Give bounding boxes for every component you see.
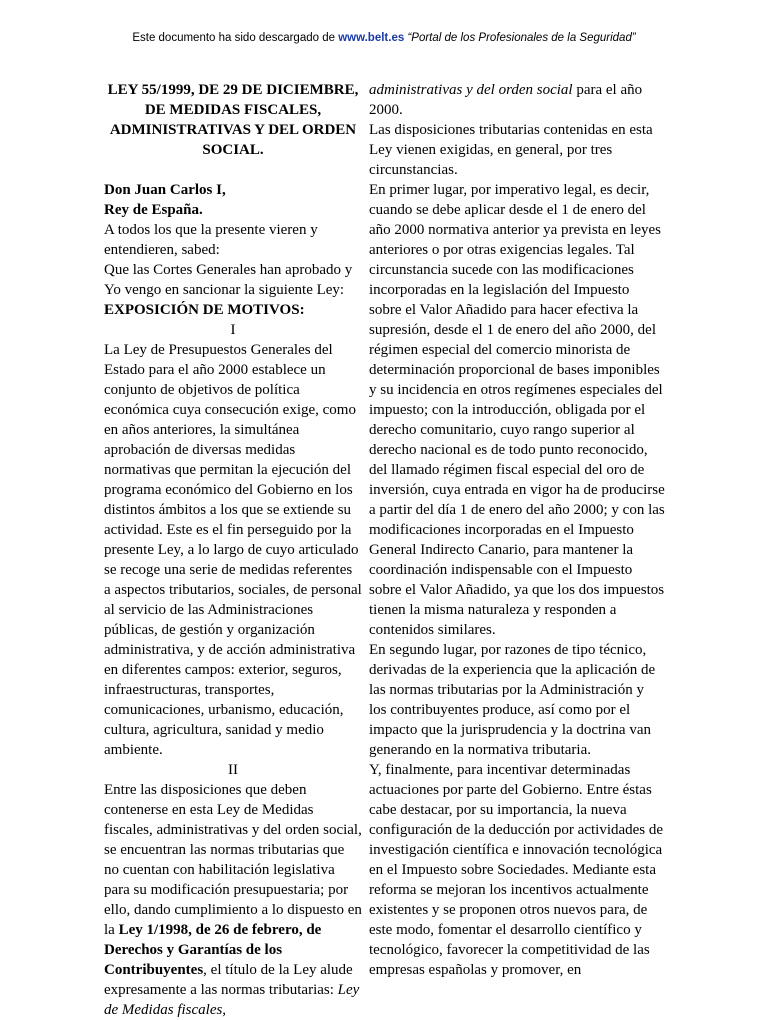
law-name-italic: Ley de Medidas fiscales, [104,982,360,1018]
section-number: II [228,762,238,778]
body-paragraph: En primer lugar, por imperativo legal, es decir, cuando se debe aplicar desde el 1 de enero del año 2000 normativa anterior ya prevista en leyes anteriores o por otras exigencias legales. Tal circunstancia sucede con las modificaciones incorporadas en la legislación del Impuesto sobre el Valor Añadido para hacer efectiva la supresión, desde el 1 de enero del año 2000, del régimen especial del comercio minorista de determinación proporcional de bases imponibles y su incidencia en otros regímenes especiales del impuesto; con la introducción, obligada por el derecho comunitario, cuyo rango superior al derecho nacional es de todo punto reconocido, del llamado régimen fiscal especial del oro de inversión, cuya entrada en vigor ha de producirse a partir del día 1 de enero del año 2000; y con las modificaciones incorporadas en el Impuesto General Indirecto Canario, para mantener la coordinación indispensable con el Impuesto sobre el Valor Añadido, ya que los dos impuestos tienen la misma naturaleza y responden a contenidos similares. [369,182,665,638]
body-paragraph: En segundo lugar, por razones de tipo técnico, derivadas de la experiencia que la aplicación de las normas tributarias por la Administración y los contribuyentes produce, así como por el impacto que la jurisprudencia y la doctrina van generando en la normativa tributaria. [369,642,656,758]
preamble-paragraph: A todos los que la presente vieren y entendieren, sabed: [104,222,318,258]
header-slogan: “Portal de los Profesionales de la Seguridad” [407,32,636,44]
law-name-italic: administrativas y del orden social [369,82,573,98]
king-title: Rey de España. [104,202,203,218]
text-run: Entre las disposiciones que deben contenerse en esta Ley de Medidas fiscales, administrativas y del orden social, se encuentran las normas tributarias que no cuentan con habilitación legislativa para su modificación presupuestaria; por ello, dando cumplimiento a lo dispuesto en la [104,782,362,938]
body-paragraph: La Ley de Presupuestos Generales del Estado para el año 2000 establece un conjunto de objetivos de política económica cuya consecución exige, como en años anteriores, la simultánea aprobación de diversas medidas normativas que permitan la ejecución del programa económico del Gobierno en los distintos ámbitos a los que se extiende su actividad. Este es el fin perseguido por la presente Ley, a lo largo de cuyo articulado se recoge una serie de medidas referentes a aspectos tributarios, sociales, de personal al servicio de las Administraciones públicas, de gestión y organización administrativa, y de acción administrativa en diferentes campos: exterior, seguros, infraestructuras, transportes, comunicaciones, urbanismo, educación, cultura, agricultura, sanidad y medio ambiente. [104,342,362,758]
right-column [369,80,665,980]
law-reference: Ley 1/1998, de 26 de febrero, de Derechos y Garantías de los Contribuyentes [104,922,322,978]
page-header [0,32,768,44]
body-paragraph [369,80,665,120]
king-name: Don Juan Carlos I, [104,182,226,198]
header-prefix: Este documento ha sido descargado de [132,32,339,44]
law-title: LEY 55/1999, DE 29 DE DICIEMBRE, DE MEDIDAS FISCALES, ADMINISTRATIVAS Y DEL ORDEN SOCIAL. [107,82,359,158]
left-column [104,80,362,1020]
body-paragraph: Y, finalmente, para incentivar determinadas actuaciones por parte del Gobierno. Entre éstas cabe destacar, por su importancia, la nueva configuración de la deducción por actividades de investigación científica e innovación tecnológica en el Impuesto sobre Sociedades. Mediante esta reforma se mejoran los incentivos actualmente existentes y se proponen otros nuevos para, de este modo, fomentar el desarrollo científico y tecnológico, favorecer la competitividad de las empresas españolas y promover, en [369,762,664,978]
text-run: para el año 2000. [369,82,643,118]
body-paragraph [104,780,362,1020]
section-number: I [230,322,236,338]
text-run: , el título de la Ley alude expresamente a las normas tributarias: [104,962,353,998]
section-heading: EXPOSICIÓN DE MOTIVOS: [104,302,305,318]
sanction-paragraph: Que las Cortes Generales han aprobado y Yo vengo en sancionar la siguiente Ley: [104,262,353,298]
body-paragraph: Las disposiciones tributarias contenidas en esta Ley vienen exigidas, en general, por tres circunstancias. [369,122,653,178]
header-site-link[interactable]: www.belt.es [338,32,405,44]
